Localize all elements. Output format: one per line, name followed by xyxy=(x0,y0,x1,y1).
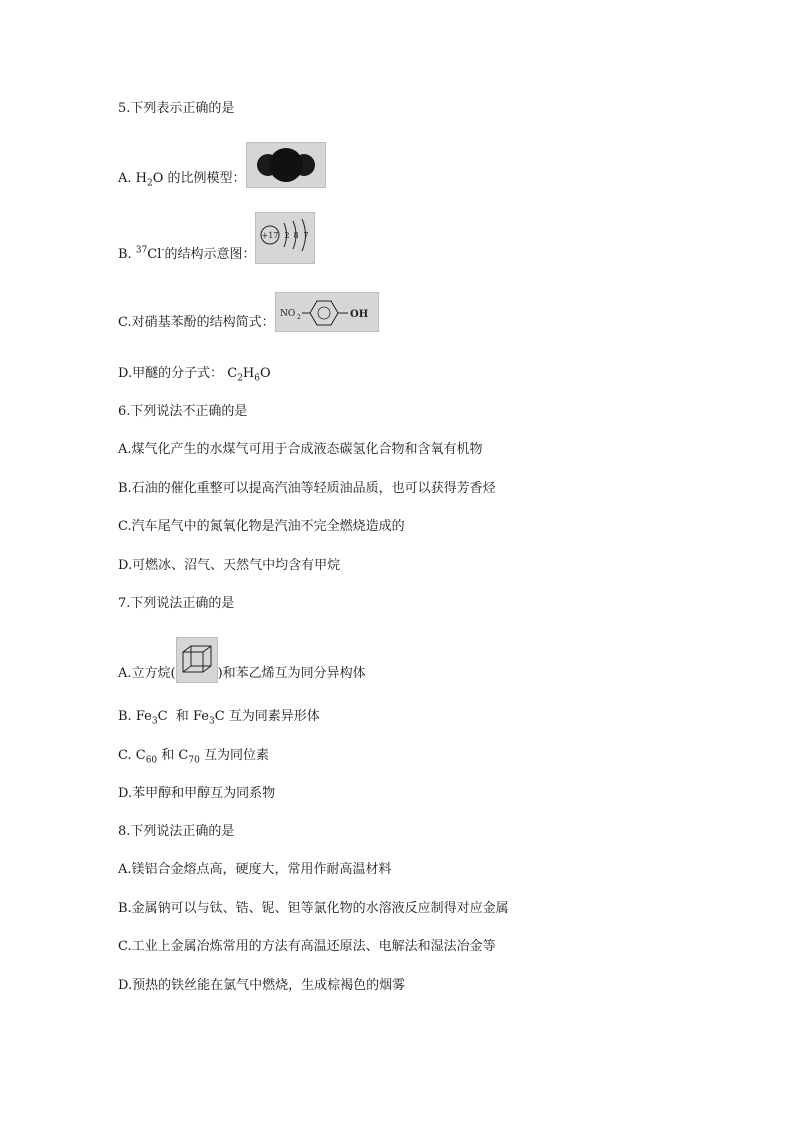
q8-option-c: C.工业上金属冶炼常用的方法有高温还原法、电解法和湿法冶金等 xyxy=(118,939,496,954)
q7-b-c2: C xyxy=(214,709,225,724)
q6-stem: 6.下列说法不正确的是 xyxy=(118,404,248,419)
q8-stem: 8.下列说法正确的是 xyxy=(118,824,235,839)
q7-option-b xyxy=(118,708,320,726)
p-nitrophenol-structure-figure xyxy=(275,292,379,332)
q8-option-b: B.金属钠可以与钛、锆、铌、钽等氯化物的水溶液反应制得对应金属 xyxy=(118,901,509,916)
fig-no2-sub: 2 xyxy=(296,314,301,321)
q7-a-after: )和苯乙烯互为同分异构体 xyxy=(217,666,366,681)
q7-option-c xyxy=(118,747,269,765)
q5-d-text: D.甲醚的分子式： xyxy=(118,366,228,381)
fig-shell-3: 7 xyxy=(303,231,309,240)
q5-d-c: C xyxy=(227,366,238,381)
q5-option-c xyxy=(118,292,379,332)
q7-b-c1: C xyxy=(157,709,168,724)
q5-d-o: O xyxy=(260,366,271,381)
q6-option-a: A.煤气化产生的水煤气可用于合成液态碳氢化合物和含氧有机物 xyxy=(118,442,483,457)
q7-c-c1-sub: 60 xyxy=(145,755,158,766)
q5-option-d xyxy=(118,365,271,383)
q5-d-h-sub: 6 xyxy=(254,373,260,384)
q7-c-prefix: C. xyxy=(118,748,136,763)
q7-b-prefix: B. xyxy=(118,709,136,724)
fig-shell-2: 8 xyxy=(293,231,299,240)
q5-option-b xyxy=(118,212,315,264)
q5-c-text: C.对硝基苯酚的结构简式： xyxy=(118,315,275,330)
cubane-structure-figure xyxy=(176,637,218,683)
q7-b-mid: 和 xyxy=(167,709,193,724)
q7-c-c2: C xyxy=(178,748,189,763)
q7-b-suffix: 互为同素异形体 xyxy=(224,709,320,724)
q5-b-suffix: 的结构示意图： xyxy=(164,247,256,262)
q8-option-d: D.预热的铁丝能在氯气中燃烧，生成棕褐色的烟雾 xyxy=(118,978,406,993)
q7-b-fe1-sub: 3 xyxy=(151,716,158,727)
water-space-filling-model-figure xyxy=(246,142,326,188)
q5-stem: 5.下列表示正确的是 xyxy=(118,101,235,116)
q5-d-h: H xyxy=(242,366,255,381)
fig-oh-label: OH xyxy=(349,309,368,320)
q5-a-sub: 2 xyxy=(147,178,153,189)
q6-option-d: D.可燃冰、沼气、天然气中均含有甲烷 xyxy=(118,558,341,573)
chloride-ion-structure-figure xyxy=(255,212,315,264)
q7-b-fe2: Fe xyxy=(192,709,209,724)
q5-b-charge: - xyxy=(161,245,165,256)
q7-c-mid: 和 xyxy=(157,748,179,763)
fig-no2-label: NO xyxy=(279,309,295,319)
q5-b-element: Cl xyxy=(147,247,162,262)
q7-c-suffix: 互为同位素 xyxy=(199,748,269,763)
q7-b-fe2-sub: 3 xyxy=(208,716,215,727)
q5-a-h: H xyxy=(135,171,147,186)
q5-b-mass: 37 xyxy=(135,245,148,256)
q7-c-c2-sub: 70 xyxy=(188,755,200,766)
q7-stem: 7.下列说法正确的是 xyxy=(118,596,235,611)
q7-a-before: A.立方烷( xyxy=(118,666,176,681)
q5-a-suffix: 的比例模型： xyxy=(163,171,246,186)
q5-a-o: O xyxy=(152,171,164,186)
fig-shell-1: 2 xyxy=(284,231,290,240)
q5-option-a xyxy=(118,142,326,188)
q6-option-b: B.石油的催化重整可以提高汽油等轻质油品质，也可以获得芳香烃 xyxy=(118,481,496,496)
q5-a-prefix: A. xyxy=(118,171,136,186)
q7-option-a xyxy=(118,637,366,683)
q7-c-c1: C xyxy=(135,748,146,763)
q5-d-c-sub: 2 xyxy=(237,373,243,384)
q7-b-fe1: Fe xyxy=(135,709,152,724)
q5-b-prefix: B. xyxy=(118,247,136,262)
q8-option-a: A.镁铝合金熔点高，硬度大，常用作耐高温材料 xyxy=(118,862,392,877)
fig-nucleus-label: +17 xyxy=(262,231,279,240)
q7-option-d: D.苯甲醇和甲醇互为同系物 xyxy=(118,786,276,801)
q6-option-c: C.汽车尾气中的氮氧化物是汽油不完全燃烧造成的 xyxy=(118,519,405,534)
